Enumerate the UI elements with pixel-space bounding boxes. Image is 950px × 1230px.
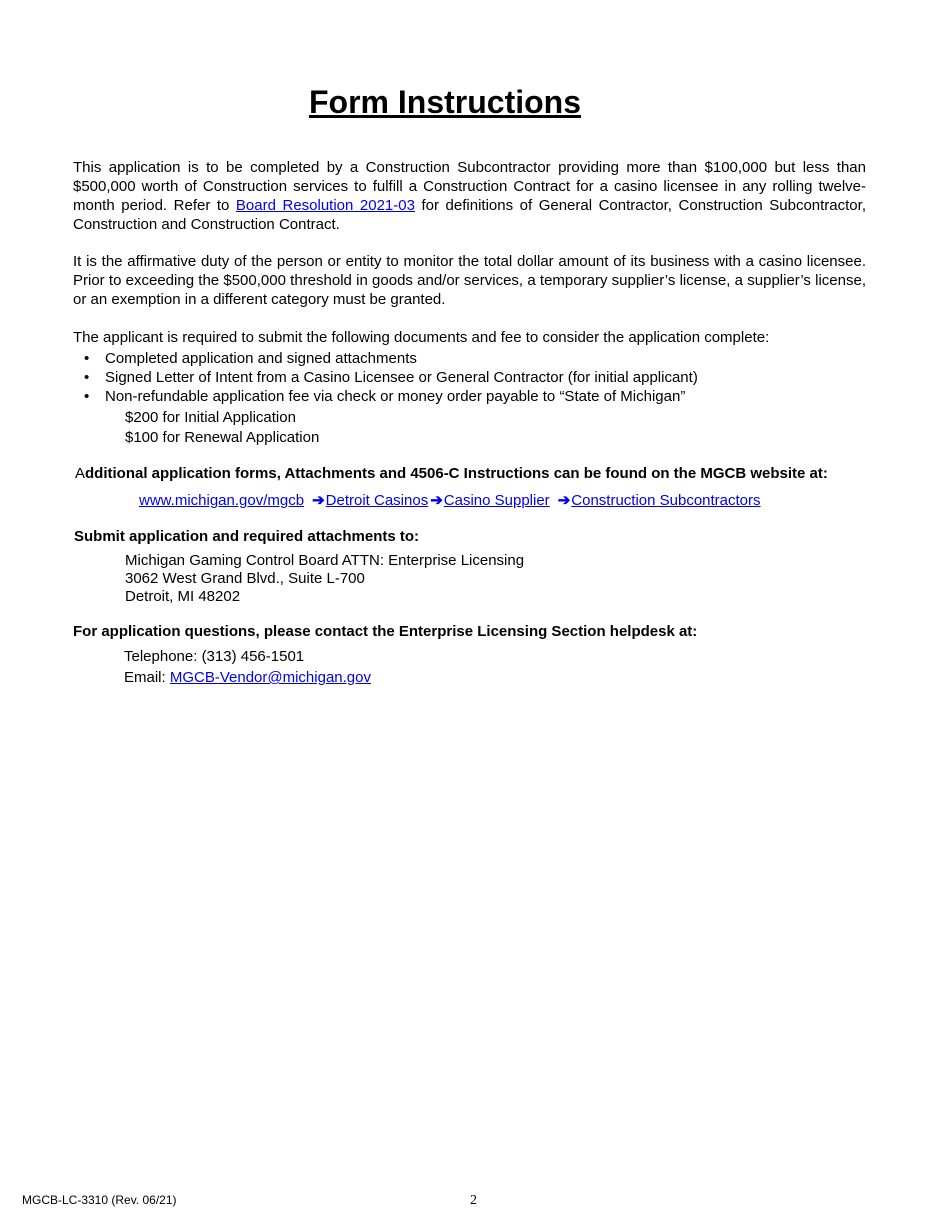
requirements-intro: The applicant is required to submit the following documents and fee to consider the application complete: (73, 329, 770, 346)
telephone: Telephone: (313) 456-1501 (124, 648, 305, 665)
arrow-right-icon: ➔ (557, 492, 571, 509)
intro-paragraph (73, 158, 866, 234)
mgcb-website-link[interactable]: www.michigan.gov/mgcb (139, 492, 305, 509)
page-number: 2 (470, 1193, 477, 1208)
email-label: Email: (124, 669, 170, 686)
construction-subcontractors-link[interactable]: Construction Subcontractors (571, 492, 761, 509)
forms-heading (75, 465, 828, 482)
fee-list (125, 408, 319, 447)
email-line (124, 667, 371, 688)
list-item: • Non-refundable application fee via check or money order payable to “State of Michigan” (84, 387, 698, 406)
website-breadcrumb (139, 491, 761, 509)
questions-heading: For application questions, please contact the Enterprise Licensing Section helpdesk at: (73, 623, 698, 640)
intro-text-before-link: This application is to be completed by a Construction Subcontractor providing more than $100,000 but less than $500,000 worth of Construction services to fulfill a Construction Contract for a casino licensee in any rolling twelve-month period. Refer to (73, 159, 866, 214)
list-item: • Completed application and signed attachments (84, 349, 698, 368)
forms-heading-first-letter: A (75, 465, 86, 482)
address-line: 3062 West Grand Blvd., Suite L-700 (125, 570, 365, 587)
requirements-list (84, 349, 698, 406)
affirmative-duty-paragraph: It is the affirmative duty of the person or entity to monitor the total dollar amount of its business with a casino licensee. Prior to exceeding the $500,000 threshold in goods and/or services, a temporary supplier’s license, a supplier’s license, or an exemption in a different category must be granted. (73, 253, 866, 308)
mailing-address (125, 552, 524, 606)
renewal-fee: $100 for Renewal Application (125, 428, 320, 446)
address-line: Detroit, MI 48202 (125, 588, 241, 605)
forms-heading-rest: dditional application forms, Attachments and 4506-C Instructions can be found on the MGCB website at: (85, 465, 828, 482)
page-title: Form Instructions (308, 84, 581, 120)
address-line: Michigan Gaming Control Board ATTN: Enterprise Licensing (125, 552, 525, 569)
contact-info (124, 646, 371, 688)
form-id: MGCB-LC-3310 (Rev. 06/21) (22, 1193, 177, 1207)
initial-fee: $200 for Initial Application (125, 409, 296, 426)
casino-supplier-link[interactable]: Casino Supplier (443, 492, 550, 509)
submit-heading: Submit application and required attachments to: (74, 528, 420, 545)
detroit-casinos-link[interactable]: Detroit Casinos (325, 492, 429, 509)
arrow-right-icon: ➔ (430, 492, 443, 509)
email-link[interactable]: MGCB-Vendor@michigan.gov (169, 669, 371, 686)
list-item: • Signed Letter of Intent from a Casino Licensee or General Contractor (for initial applicant) (84, 368, 698, 387)
arrow-right-icon: ➔ (312, 492, 325, 509)
board-resolution-link[interactable]: Board Resolution 2021-03 (235, 197, 415, 214)
intro-text-after-link: for definitions of General Contractor, Construction Subcontractor, Construction and Construction Contract. (73, 197, 866, 233)
